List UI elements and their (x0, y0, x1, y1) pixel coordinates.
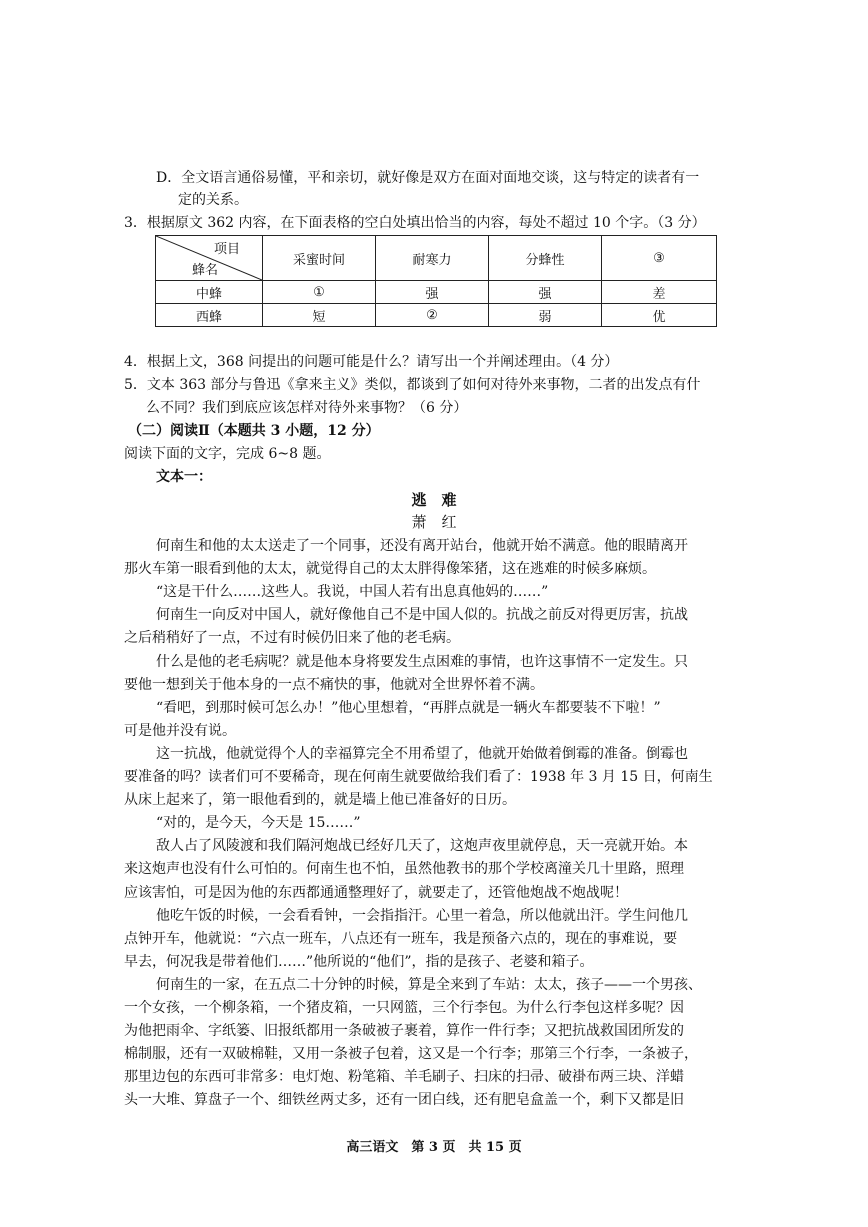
q2-option-d-line1: D．全文语言通俗易懂，平和亲切，就好像是双方在面对面地交谈，这与特定的读者有一 (156, 170, 700, 186)
story-author: 萧 红 (411, 513, 457, 531)
story-line: 之后稍稍好了一点，不过有时候仍旧来了他的老毛病。 (124, 630, 460, 646)
story-line: 要准备的吗？读者们可不要稀奇，现在何南生就要做给我们看了：1938 年 3 月 15 日，何南生 (124, 769, 713, 785)
table-header: ③ (602, 236, 717, 281)
table-header: 分蜂性 (489, 236, 602, 281)
story-line: 他吃午饭的时候，一会看看钟，一会指指汗。心里一着急，所以他就出汗。学生问他几 (156, 908, 688, 924)
story-line: 应该害怕，可是因为他的东西都通通整理好了，就要走了，还管他炮战不炮战呢！ (124, 885, 628, 901)
story-line: 这一抗战，他就觉得个人的幸福算完全不用希望了，他就开始做着倒霉的准备。倒霉也 (156, 746, 688, 762)
table-cell: 短 (263, 304, 376, 327)
story-title: 逃 难 (411, 491, 457, 509)
text-label: 文本一： (156, 469, 212, 485)
corner-label-bee: 蜂名 (192, 263, 219, 278)
table-cell: ① (263, 281, 376, 304)
story-line: 早去，何况我是带着他们……”他所说的“他们”，指的是孩子、老婆和箱子。 (124, 954, 594, 970)
table-cell: ② (376, 304, 489, 327)
page-footer: 高三语文 第 3 页 共 15 页 (346, 1140, 522, 1155)
q2-option-d-line2: 定的关系。 (178, 192, 248, 208)
story-line: “这是干什么……这些人。我说，中国人若有出息真他妈的……” (156, 584, 549, 600)
story-line: 为他把雨伞、字纸篓、旧报纸都用一条破被子裹着，算作一件行李；又把抗战救国团所发的 (124, 1023, 684, 1039)
story-line: 一个女孩，一个柳条箱，一个猪皮箱，一只网篮，三个行李包。为什么行李包这样多呢？因 (124, 1000, 684, 1016)
story-line: 何南生一向反对中国人，就好像他自己不是中国人似的。抗战之前反对得更厉害，抗战 (156, 607, 688, 623)
table-row (156, 281, 717, 304)
story-line: 何南生的一家，在五点二十分钟的时候，算是全来到了车站：太太，孩子——一个男孩、 (156, 977, 702, 993)
section-heading: （二）阅读Ⅱ（本题共 3 小题，12 分） (128, 423, 380, 439)
table-cell: 优 (602, 304, 717, 327)
story-line: 点钟开车，他就说：“六点一班车，八点还有一班车，我是预备六点的，现在的事难说，要 (124, 931, 678, 947)
story-line: 那火车第一眼看到他的太太，就觉得自己的太太胖得像笨猪，这在逃难的时候多麻烦。 (124, 561, 656, 577)
story-line: “看吧，到那时候可怎么办！”他心里想着，“再胖点就是一辆火车都要装不下啦！” (156, 700, 661, 716)
story-line: 可是他并没有说。 (124, 723, 236, 739)
question-5-line2: 么不同？我们到底应该怎样对待外来事物？（6 分） (146, 400, 468, 416)
story-line: 从床上起来了，第一眼他看到的，就是墙上他已准备好的日历。 (124, 792, 516, 808)
story-line: 何南生和他的太太送走了一个同事，还没有离开站台，他就开始不满意。他的眼睛离开 (156, 538, 688, 554)
table-cell: 弱 (489, 304, 602, 327)
section-instruction: 阅读下面的文字，完成 6~8 题。 (124, 446, 331, 462)
row-name: 西蜂 (156, 304, 263, 327)
story-line: 敌人占了风陵渡和我们隔河炮战已经好几天了，这炮声夜里就停息，天一亮就开始。本 (156, 838, 688, 854)
question-3: 3．根据原文 362 内容，在下面表格的空白处填出恰当的内容，每处不超过 10 个字。（3 分） (124, 215, 706, 231)
story-line: “对的，是今天，今天是 15……” (156, 815, 361, 831)
table-row (156, 304, 717, 327)
story-line: 来这炮声也没有什么可怕的。何南生也不怕，虽然他教书的那个学校离潼关几十里路，照理 (124, 861, 684, 877)
table-corner-cell (156, 236, 263, 281)
table-header: 耐寒力 (376, 236, 489, 281)
table-cell: 强 (376, 281, 489, 304)
question-5-line1: 5．文本 363 部分与鲁迅《拿来主义》类似，都谈到了如何对待外来事物，二者的出发点有什 (124, 377, 701, 393)
story-line: 什么是他的老毛病呢？就是他本身将要发生点困难的事情，也许这事情不一定发生。只 (156, 654, 688, 670)
story-line: 要他一想到关于他本身的一点不痛快的事，他就对全世界怀着不满。 (124, 677, 544, 693)
table-header: 采蜜时间 (263, 236, 376, 281)
table-cell: 差 (602, 281, 717, 304)
question-4: 4．根据上文，368 问提出的问题可能是什么？请写出一个并阐述理由。（4 分） (124, 354, 619, 370)
bee-comparison-table (155, 235, 717, 327)
table-cell: 强 (489, 281, 602, 304)
corner-label-item: 项目 (213, 242, 240, 257)
story-line: 棉制服，还有一双破棉鞋，又用一条被子包着，这又是一个行李；那第三个行李，一条被子， (124, 1046, 698, 1062)
story-line: 头一大堆、算盘子一个、细铁丝两丈多，还有一团白线，还有肥皂盒盖一个，剩下又都是旧 (124, 1092, 684, 1108)
row-name: 中蜂 (156, 281, 263, 304)
story-line: 那里边包的东西可非常多：电灯炮、粉笔箱、羊毛刷子、扫床的扫帚、破褂布两三块、洋蜡 (124, 1069, 684, 1085)
